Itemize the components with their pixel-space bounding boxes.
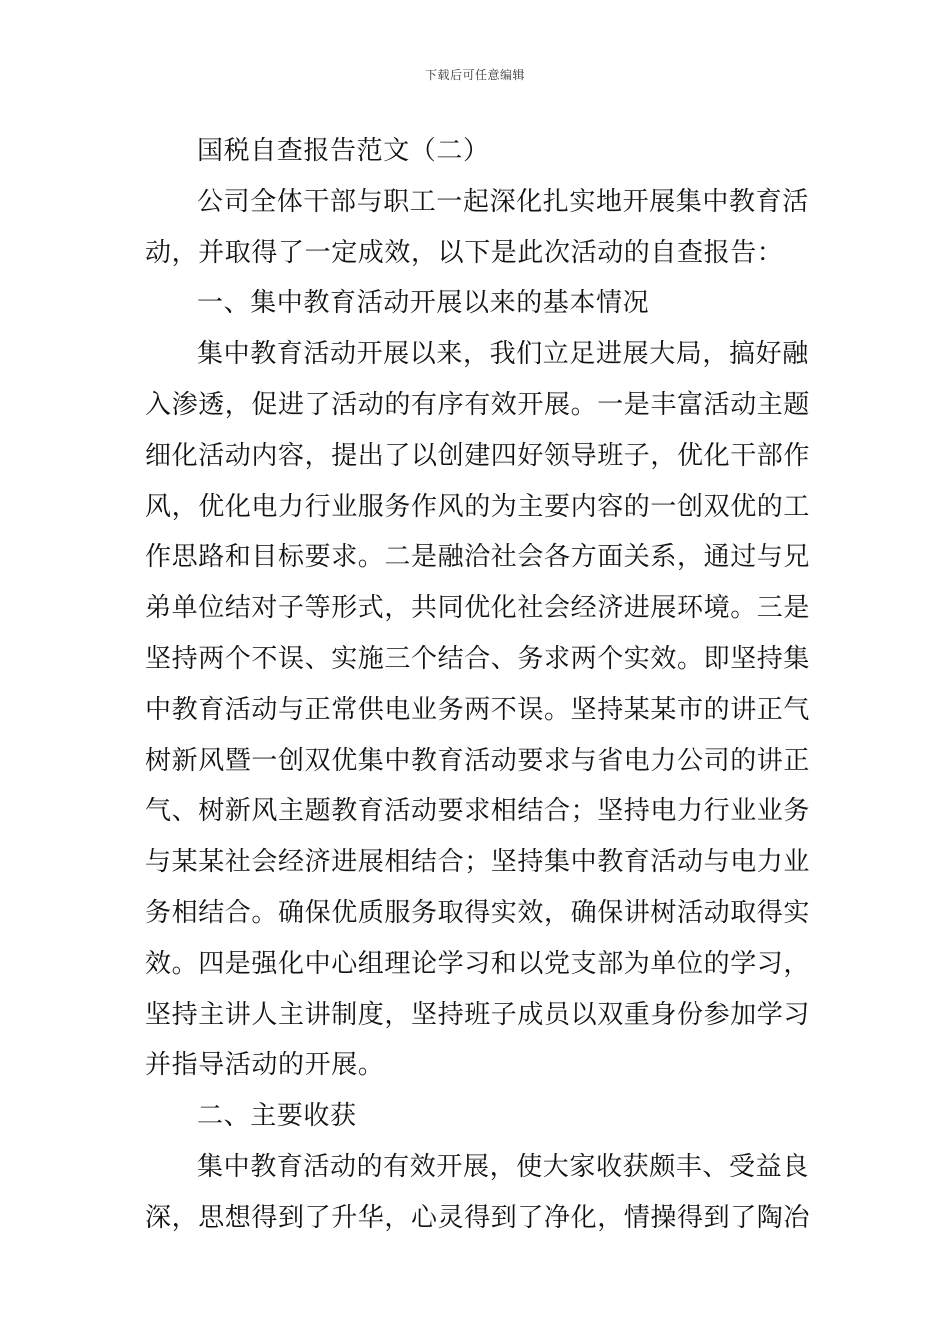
paragraph-line: 入渗透，促进了活动的有序有效开展。一是丰富活动主题 [145, 389, 811, 420]
paragraph-line: 作思路和目标要求。二是融洽社会各方面关系，通过与兄 [145, 542, 811, 573]
header-note: 下载后可任意编辑 [424, 68, 525, 82]
paragraph-line: 坚持主讲人主讲制度，坚持班子成员以双重身份参加学习 [145, 999, 811, 1030]
paragraph-line: 弟单位结对子等形式，共同优化社会经济进展环境。三是 [145, 593, 811, 624]
paragraph-line: 细化活动内容，提出了以创建四好领导班子，优化干部作 [145, 440, 811, 471]
paragraph-line: 风，优化电力行业服务作风的为主要内容的一创双优的工 [145, 491, 811, 522]
paragraph-line: 效。四是强化中心组理论学习和以党支部为单位的学习， [145, 948, 811, 979]
document-body [145, 126, 809, 1244]
paragraph-line: 动，并取得了一定成效，以下是此次活动的自查报告： [145, 237, 784, 268]
section-heading: 一、集中教育活动开展以来的基本情况 [197, 288, 650, 319]
paragraph-line: 与某某社会经济进展相结合；坚持集中教育活动与电力业 [145, 847, 811, 878]
document-title: 国税自查报告范文（二） [197, 136, 490, 166]
paragraph-line: 气、树新风主题教育活动要求相结合；坚持电力行业业务 [145, 796, 811, 827]
section-heading: 二、主要收获 [197, 1101, 357, 1132]
paragraph-line: 集中教育活动的有效开展，使大家收获颇丰、受益良 [197, 1151, 809, 1182]
paragraph-line: 中教育活动与正常供电业务两不误。坚持某某市的讲正气 [145, 694, 811, 725]
paragraph-line: 集中教育活动开展以来，我们立足进展大局，搞好融 [197, 339, 809, 370]
paragraph-line: 深，思想得到了升华，心灵得到了净化，情操得到了陶冶 [145, 1202, 811, 1233]
paragraph-line: 公司全体干部与职工一起深化扎实地开展集中教育活 [197, 186, 809, 217]
paragraph-line: 坚持两个不误、实施三个结合、务求两个实效。即坚持集 [145, 643, 811, 674]
paragraph-line: 务相结合。确保优质服务取得实效，确保讲树活动取得实 [145, 897, 811, 928]
paragraph-line: 树新风暨一创双优集中教育活动要求与省电力公司的讲正 [145, 745, 811, 776]
paragraph-line: 并指导活动的开展。 [145, 1050, 385, 1081]
